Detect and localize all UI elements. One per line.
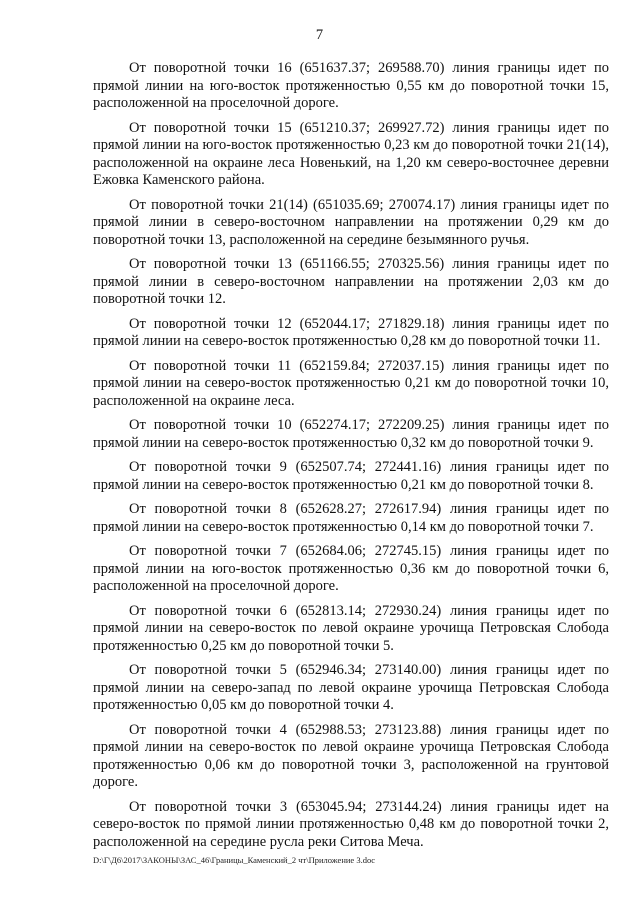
footer-file-path: D:\Г\Д6\2017\ЗАКОНЫ\ЗАС_46\Границы_Каменский_2 чт\Приложение 3.doc: [93, 855, 375, 865]
paragraph-point-7: От поворотной точки 7 (652684.06; 272745.15) линия границы идет по прямой линии на юго-восток протяженностью 0,36 км до поворотной точки 6, расположенной на проселочной дороге.: [93, 543, 609, 594]
paragraph-point-16: От поворотной точки 16 (651637.37; 269588.70) линия границы идет по прямой линии на юго-восток протяженностью 0,55 км до поворотной точки 15, расположенной на проселочной дороге.: [93, 60, 609, 111]
paragraph-point-12: От поворотной точки 12 (652044.17; 271829.18) линия границы идет по прямой линии на северо-восток протяженностью 0,28 км до поворотной точки 11.: [93, 315, 609, 349]
paragraph-point-13: От поворотной точки 13 (651166.55; 270325.56) линия границы идет по прямой линии в северо-восточном направлении на протяжении 2,03 км до поворотной точки 12.: [93, 256, 609, 307]
paragraph-point-9: От поворотной точки 9 (652507.74; 272441.16) линия границы идет по прямой линии на северо-восток протяженностью 0,21 км до поворотной точки 8.: [93, 459, 609, 493]
paragraph-point-21-14: От поворотной точки 21(14) (651035.69; 270074.17) линия границы идет по прямой линии в северо-восточном направлении на протяжении 0,29 км до поворотной точки 13, расположенной на середине безымянного ручья.: [93, 196, 609, 248]
paragraph-point-6: От поворотной точки 6 (652813.14; 272930.24) линия границы идет по прямой линии на северо-восток по левой окраине урочища Петровская Слобода протяженностью 0,25 км до поворотной точки 5.: [93, 602, 609, 654]
paragraph-point-3: От поворотной точки 3 (653045.94; 273144.24) линия границы идет на северо-восток по прямой линии протяженностью 0,48 км до поворотной точки 2, расположенной на середине русла реки Ситова Меча.: [93, 798, 609, 850]
paragraph-point-4: От поворотной точки 4 (652988.53; 273123.88) линия границы идет по прямой линии на северо-восток по левой окраине урочища Петровская Слобода протяженностью 0,06 км до поворотной точки 3, расположенной на грунтовой дороге.: [93, 721, 609, 790]
paragraph-point-8: От поворотной точки 8 (652628.27; 272617.94) линия границы идет по прямой линии на северо-восток протяженностью 0,14 км до поворотной точки 7.: [93, 501, 609, 535]
paragraph-point-10: От поворотной точки 10 (652274.17; 272209.25) линия границы идет по прямой линии на северо-восток протяженностью 0,32 км до поворотной точки 9.: [93, 417, 609, 451]
document-body: [93, 60, 609, 858]
paragraph-point-5: От поворотной точки 5 (652946.34; 273140.00) линия границы идет по прямой линии на северо-запад по левой окраине урочища Петровская Слобода протяженностью 0,05 км до поворотной точки 4.: [93, 662, 609, 713]
paragraph-point-11: От поворотной точки 11 (652159.84; 272037.15) линия границы идет по прямой линии на северо-восток протяженностью 0,21 км до поворотной точки 10, расположенной на окраине леса.: [93, 357, 609, 409]
paragraph-point-15: От поворотной точки 15 (651210.37; 269927.72) линия границы идет по прямой линии на юго-восток протяженностью 0,23 км до поворотной точки 21(14), расположенной на окраине леса Новенький, на 1,20 км северо-восточнее деревни Ежовка Каменского района.: [93, 119, 609, 188]
page-number: 7: [315, 27, 324, 43]
